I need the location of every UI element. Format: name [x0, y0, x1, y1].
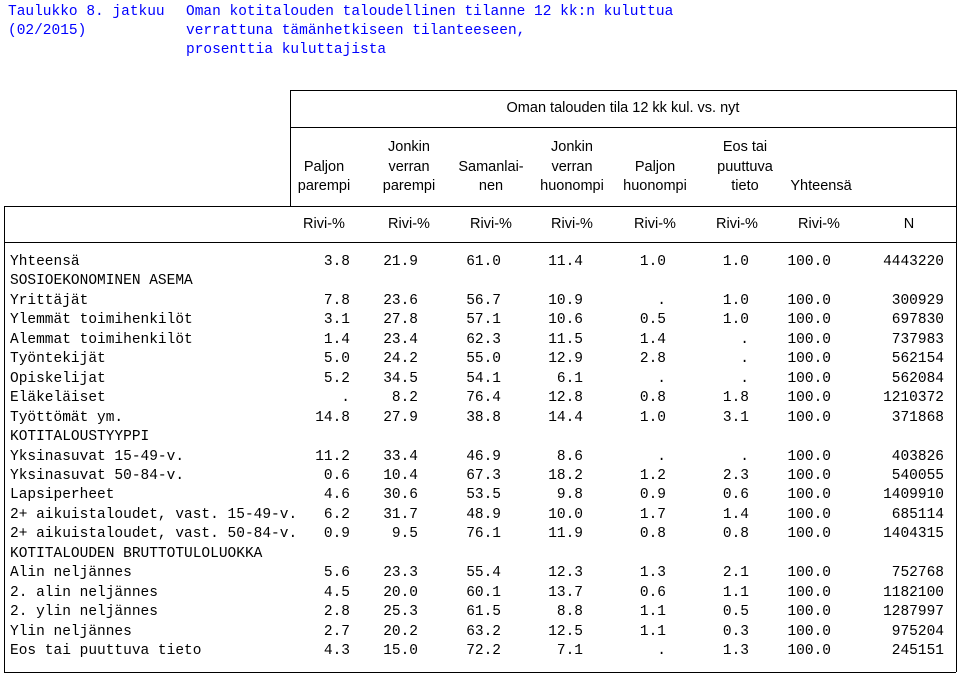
row-label: Eos tai puuttuva tieto	[10, 643, 202, 659]
table-cell: 100.0	[787, 565, 831, 582]
table-cell: 15.0	[383, 643, 418, 659]
table-cell: 1.1	[639, 604, 666, 621]
table-cell: 752768	[891, 565, 944, 582]
table-cell: 4443220	[883, 254, 944, 270]
table-cell: 100.0	[787, 370, 831, 387]
unit-label-3: Rivi-%	[470, 216, 512, 232]
table-cell: 3.1	[323, 312, 350, 329]
table-cell: 6.1	[556, 370, 583, 387]
column-header-6-line2: puuttuva	[717, 158, 773, 175]
column-header-7-line3: Yhteensä	[790, 178, 852, 194]
column-header-1-line2: Paljon	[303, 158, 345, 175]
table-cell: 57.1	[466, 312, 501, 329]
table-cell: 300929	[891, 292, 944, 309]
row-label: Yrittäjät	[10, 292, 89, 309]
column-header-6-line1: Eos tai	[722, 139, 768, 155]
table-cell: 54.1	[466, 370, 501, 387]
table-cell: 1.0	[722, 254, 749, 270]
table-cell: .	[740, 331, 749, 348]
table-cell: 245151	[891, 643, 944, 659]
row-label: Yhteensä	[10, 254, 80, 270]
table-cell: 0.5	[722, 604, 749, 621]
table-cell: 1.3	[722, 643, 749, 659]
row-label: Yksinasuvat 50-84-v.	[10, 467, 185, 484]
table-cell: 403826	[891, 448, 944, 465]
table-cell: 2.1	[722, 565, 749, 582]
unit-header-bottom-rule	[4, 242, 956, 243]
row-label: 2. ylin neljännes	[10, 604, 158, 621]
column-header-4-line2: verran	[551, 158, 593, 175]
table-cell: 7.1	[556, 643, 583, 659]
table-cell: 4.6	[323, 487, 350, 504]
row-label: Lapsiperheet	[10, 487, 115, 504]
table-cell: 56.7	[466, 292, 501, 309]
column-header-2-line3: parempi	[382, 178, 436, 194]
table-cell: 100.0	[787, 390, 831, 407]
table-cell: 3.8	[323, 254, 350, 270]
row-label: Ylin neljännes	[10, 623, 132, 640]
row-label: Alemmat toimihenkilöt	[10, 331, 193, 348]
table-cell: 12.5	[548, 623, 583, 640]
table-cell: 562154	[891, 351, 944, 368]
table-cell: 1.4	[323, 331, 350, 348]
table-cell: 1404315	[883, 526, 944, 543]
table-cell: 100.0	[787, 331, 831, 348]
table-left-border	[4, 206, 5, 672]
table-cell: 100.0	[787, 312, 831, 329]
table-top-border	[290, 90, 956, 91]
table-cell: 1409910	[883, 487, 944, 504]
table-cell: 76.1	[466, 526, 501, 543]
group-header-rule	[290, 127, 956, 128]
table-label: Taulukko 8. jatkuu	[8, 4, 165, 20]
row-label: Työttömät ym.	[10, 409, 124, 426]
table-cell: 100.0	[787, 448, 831, 465]
table-cell: 1182100	[883, 584, 944, 601]
table-cell: 540055	[891, 467, 944, 484]
table-cell: 0.8	[639, 526, 666, 543]
table-cell: 1.0	[639, 409, 666, 426]
table-cell: 1.3	[639, 565, 666, 582]
table-cell: 100.0	[787, 526, 831, 543]
column-header-4-line1: Jonkin	[551, 139, 593, 155]
group-header: Oman talouden tila 12 kk kul. vs. nyt	[506, 100, 740, 116]
table-cell: 72.2	[466, 643, 501, 659]
table-cell: 14.4	[548, 409, 583, 426]
table-cell: 10.0	[548, 506, 583, 523]
table-cell: 0.5	[639, 312, 666, 329]
column-header-2-line1: Jonkin	[388, 139, 430, 155]
table-cell: 1.1	[639, 623, 666, 640]
table-cell: 100.0	[787, 467, 831, 484]
table-cell: 9.8	[556, 487, 583, 504]
table-cell: 13.7	[548, 584, 583, 601]
section-heading: KOTITALOUDEN BRUTTOTULOLUOKKA	[10, 545, 263, 562]
table-cell: 34.5	[383, 370, 418, 387]
table-cell: 20.2	[383, 623, 418, 640]
table-cell: 5.6	[323, 565, 350, 582]
table-cell: 7.8	[323, 292, 350, 309]
table-cell: 100.0	[787, 643, 831, 659]
table-cell: 1287997	[883, 604, 944, 621]
table-cell: 4.5	[323, 584, 350, 601]
column-header-1-line3: parempi	[297, 178, 351, 194]
table-cell: 100.0	[787, 506, 831, 523]
table-cell: 100.0	[787, 604, 831, 621]
table-cell: 76.4	[466, 390, 501, 407]
table-cell: 24.2	[383, 351, 418, 368]
table-cell: 100.0	[787, 487, 831, 504]
table-cell: 562084	[891, 370, 944, 387]
table-cell: 25.3	[383, 604, 418, 621]
unit-label-6: Rivi-%	[716, 216, 758, 232]
table-cell: 0.6	[323, 467, 350, 484]
table-cell: 2.8	[639, 351, 666, 368]
table-cell: 23.4	[383, 331, 418, 348]
table-cell: 61.5	[466, 604, 501, 621]
table-cell: 11.5	[548, 331, 583, 348]
table-cell: 27.8	[383, 312, 418, 329]
row-label: Ylemmät toimihenkilöt	[10, 312, 193, 329]
table-cell: 11.4	[548, 254, 583, 270]
table-date: (02/2015)	[8, 23, 87, 39]
table-cell: .	[657, 643, 666, 659]
table-cell: 12.8	[548, 390, 583, 407]
column-header-3-line3: nen	[478, 178, 504, 194]
column-header-2-line2: verran	[388, 158, 430, 175]
table-cell: 21.9	[383, 254, 418, 270]
table-cell: 0.8	[639, 390, 666, 407]
table-cell: 2.8	[323, 604, 350, 621]
table-cell: 1.1	[722, 584, 749, 601]
table-cell: 1210372	[883, 390, 944, 407]
table-cell: 30.6	[383, 487, 418, 504]
table-cell: 697830	[891, 312, 944, 329]
table-cell: 23.6	[383, 292, 418, 309]
table-cell: 53.5	[466, 487, 501, 504]
table-cell: .	[657, 370, 666, 387]
table-cell: 27.9	[383, 409, 418, 426]
table-cell: 3.1	[722, 409, 749, 426]
table-cell: 0.9	[639, 487, 666, 504]
table-cell: 11.9	[548, 526, 583, 543]
table-cell: 975204	[891, 623, 944, 640]
table-cell: 55.4	[466, 565, 501, 582]
table-cell: 1.0	[639, 254, 666, 270]
table-cell: 6.2	[323, 506, 350, 523]
row-label: Yksinasuvat 15-49-v.	[10, 448, 185, 465]
table-cell: 55.0	[466, 351, 501, 368]
table-cell: 1.7	[639, 506, 666, 523]
table-cell: 38.8	[466, 409, 501, 426]
table-cell: 1.0	[722, 292, 749, 309]
table-cell: 371868	[891, 409, 944, 426]
table-cell: 20.0	[383, 584, 418, 601]
table-cell: 5.2	[323, 370, 350, 387]
table-cell: 8.2	[391, 390, 418, 407]
table-cell: 100.0	[787, 584, 831, 601]
table-cell: .	[740, 448, 749, 465]
table-cell: 48.9	[466, 506, 501, 523]
column-header-5-line3: huonompi	[623, 178, 687, 194]
unit-label-1: Rivi-%	[303, 216, 345, 232]
section-heading: SOSIOEKONOMINEN ASEMA	[10, 273, 193, 290]
row-label: Opiskelijat	[10, 370, 106, 387]
table-cell: 100.0	[787, 351, 831, 368]
table-cell: 0.8	[722, 526, 749, 543]
table-cell: 9.5	[391, 526, 418, 543]
table-cell: 18.2	[548, 467, 583, 484]
table-cell: 685114	[891, 506, 944, 523]
unit-label-4: Rivi-%	[551, 216, 593, 232]
table-cell: .	[341, 390, 350, 407]
table-cell: 10.9	[548, 292, 583, 309]
row-label: 2. alin neljännes	[10, 584, 158, 601]
table-cell: 0.6	[639, 584, 666, 601]
table-cell: .	[740, 370, 749, 387]
row-label: 2+ aikuistaloudet, vast. 50-84-v.	[10, 526, 298, 543]
table-cell: 0.9	[323, 526, 350, 543]
table-cell: 46.9	[466, 448, 501, 465]
table-cell: 8.6	[556, 448, 583, 465]
table-cell: 0.3	[722, 623, 749, 640]
table-cell: 5.0	[323, 351, 350, 368]
table-cell: 10.6	[548, 312, 583, 329]
table-cell: 31.7	[383, 506, 418, 523]
table-cell: 12.3	[548, 565, 583, 582]
table-cell: 10.4	[383, 467, 418, 484]
table-cell: 62.3	[466, 331, 501, 348]
section-heading: KOTITALOUSTYYPPI	[10, 429, 150, 446]
column-header-6-line3: tieto	[731, 178, 759, 194]
table-title-line2: verrattuna tämänhetkiseen tilanteeseen,	[186, 23, 526, 39]
table-cell: 61.0	[466, 254, 501, 270]
table-cell: .	[740, 351, 749, 368]
table-cell: 1.8	[722, 390, 749, 407]
table-cell: 0.6	[722, 487, 749, 504]
table-cell: 2.3	[722, 467, 749, 484]
table-cell: 100.0	[787, 409, 831, 426]
unit-label-2: Rivi-%	[388, 216, 430, 232]
row-label: Työntekijät	[10, 351, 106, 368]
column-header-4-line3: huonompi	[540, 178, 604, 194]
table-cell: 4.3	[323, 643, 350, 659]
table-bottom-border	[4, 672, 956, 673]
row-label: Alin neljännes	[10, 565, 132, 582]
table-title: Oman kotitalouden taloudellinen tilanne 12 kk:n kuluttua	[186, 4, 674, 20]
unit-label-7: Rivi-%	[798, 216, 840, 232]
table-cell: 11.2	[315, 448, 350, 465]
row-label: Eläkeläiset	[10, 390, 106, 407]
table-cell: 12.9	[548, 351, 583, 368]
table-cell: 100.0	[787, 254, 831, 270]
row-label: 2+ aikuistaloudet, vast. 15-49-v.	[10, 506, 298, 523]
table-cell: 63.2	[466, 623, 501, 640]
table-cell: 1.4	[639, 331, 666, 348]
table-cell: 23.3	[383, 565, 418, 582]
table-cell: .	[657, 292, 666, 309]
unit-header-top-rule	[4, 206, 956, 207]
table-right-border	[956, 90, 957, 672]
table-cell: 33.4	[383, 448, 418, 465]
table-cell: 8.8	[556, 604, 583, 621]
table-cell: 2.7	[323, 623, 350, 640]
table-cell: 1.0	[722, 312, 749, 329]
table-cell: 1.4	[722, 506, 749, 523]
table-cell: 67.3	[466, 467, 501, 484]
table-cell: 100.0	[787, 623, 831, 640]
table-cell: .	[657, 448, 666, 465]
table-cell: 1.2	[639, 467, 666, 484]
column-header-3-line2: Samanlai-	[458, 158, 524, 175]
table-cell: 60.1	[466, 584, 501, 601]
table-cell: 100.0	[787, 292, 831, 309]
table-title-line3: prosenttia kuluttajista	[186, 42, 387, 58]
unit-label-5: Rivi-%	[634, 216, 676, 232]
table-cell: 737983	[891, 331, 944, 348]
unit-label-8: N	[903, 216, 915, 232]
column-header-5-line2: Paljon	[634, 158, 676, 175]
table-cell: 14.8	[315, 409, 350, 426]
